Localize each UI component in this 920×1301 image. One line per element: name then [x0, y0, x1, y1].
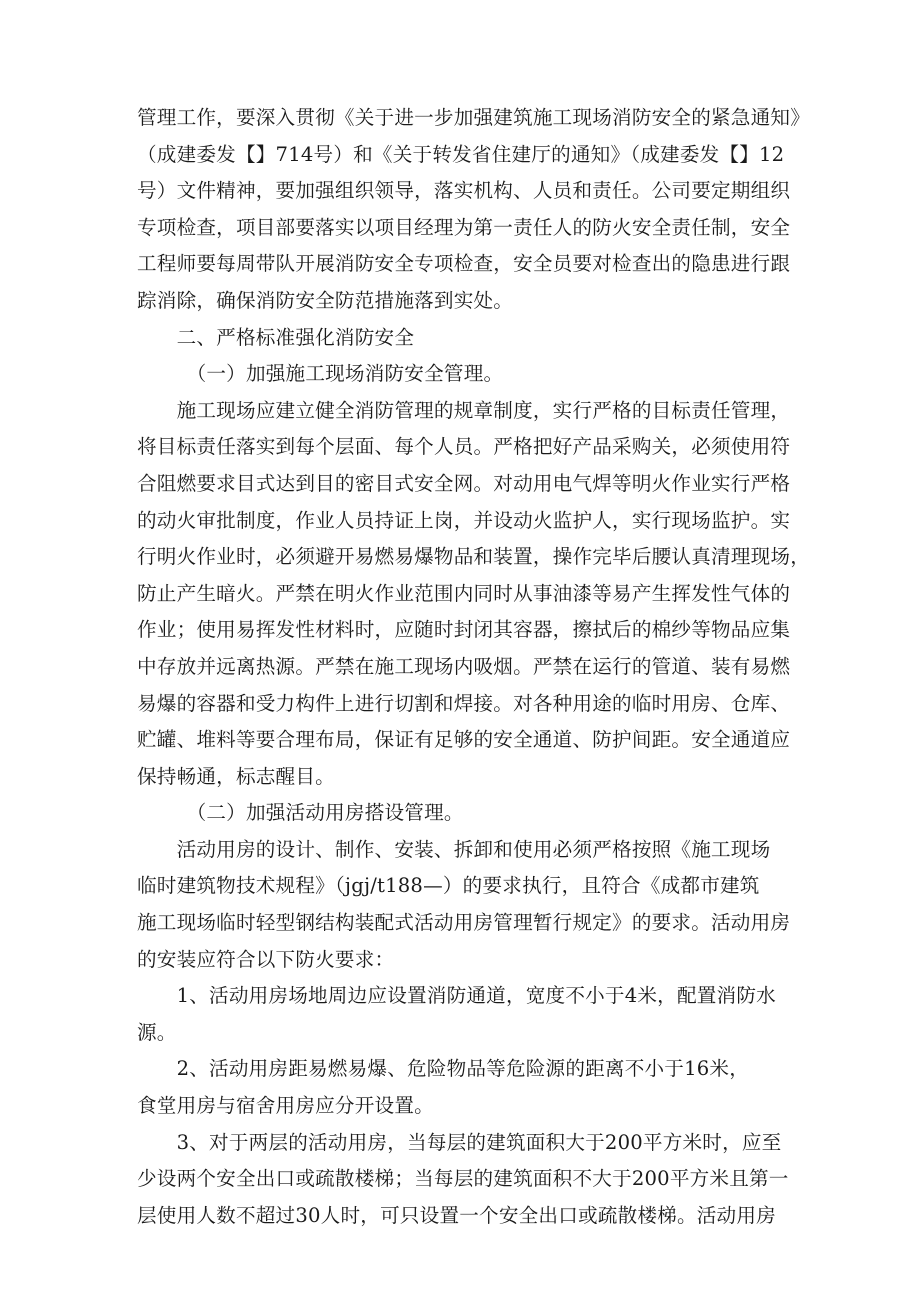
text-line-15: 作业；使用易挥发性材料时，应随时封闭其容器，擦拭后的棉纱等物品应集	[137, 618, 791, 642]
text-line-23: 施工现场临时轻型钢结构装配式活动用房管理暂行规定》的要求。活动用房	[137, 911, 791, 935]
text-line-24: 的安装应符合以下防火要求：	[137, 947, 395, 971]
list-item-3: 3、对于两层的活动用房，当每层的建筑面积大于200平方米时，应至	[137, 1130, 782, 1154]
list-item-1-cont: 源。	[137, 1020, 177, 1044]
text-line-16: 中存放并远离热源。严禁在施工现场内吸烟。严禁在运行的管道、装有易燃	[137, 654, 791, 678]
list-item-2: 2、活动用房距易燃易爆、危险物品等危险源的距离不小于16米，	[137, 1057, 750, 1081]
text-line-6: 踪消除，确保消防安全防范措施落到实处。	[137, 288, 514, 312]
text-line-14: 防止产生暗火。严禁在明火作业范围内同时从事油漆等易产生挥发性气体的	[137, 581, 791, 605]
text-line-11: 合阻燃要求目式达到目的密目式安全网。对动用电气焊等明火作业实行严格	[137, 471, 791, 495]
text-line-22: 临时建筑物技术规程》（jgj/t188—）的要求执行，且符合《成都市建筑	[137, 874, 760, 898]
text-line-9: 施工现场应建立健全消防管理的规章制度，实行严格的目标责任管理，	[137, 398, 791, 422]
text-line-17: 易爆的容器和受力构件上进行切割和焊接。对各种用途的临时用房、仓库、	[137, 691, 791, 715]
text-line-19: 保持畅通，标志醒目。	[137, 764, 335, 788]
text-line-3: 号）文件精神，要加强组织领导，落实机构、人员和责任。公司要定期组织	[137, 179, 791, 203]
body-text	[137, 100, 810, 1234]
text-line-2: （成建委发【】714号）和《关于转发省住建厅的通知》（成建委发【】12	[137, 142, 785, 166]
text-line-21: 活动用房的设计、制作、安装、拆卸和使用必须严格按照《施工现场	[137, 837, 771, 861]
list-item-3-cont-2: 层使用人数不超过30人时，可只设置一个安全出口或疏散楼梯。活动用房	[137, 1203, 776, 1227]
list-item-3-cont-1: 少设两个安全出口或疏散楼梯；当每层的建筑面积不大于200平方米且第一	[137, 1167, 789, 1191]
text-line-4: 专项检查，项目部要落实以项目经理为第一责任人的防火安全责任制，安全	[137, 215, 791, 239]
text-line-1: 管理工作，要深入贯彻《关于进一步加强建筑施工现场消防安全的紧急通知》	[137, 106, 810, 129]
text-line-13: 行明火作业时，必须避开易燃易爆物品和装置，操作完毕后腰认真清理现场，	[137, 545, 810, 569]
text-line-12: 的动火审批制度，作业人员持证上岗，并设动火监护人，实行现场监护。实	[137, 508, 791, 532]
section-heading-2: 二、严格标准强化消防安全	[137, 325, 415, 349]
text-line-10: 将目标责任落实到每个层面、每个人员。严格把好产品采购关，必须使用符	[137, 435, 791, 459]
text-line-5: 工程师要每周带队开展消防安全专项检查，安全员要对检查出的隐患进行跟	[137, 252, 791, 276]
list-item-1: 1、活动用房场地周边应设置消防通道，宽度不小于4米，配置消防水	[137, 984, 776, 1008]
list-item-2-cont: 食堂用房与宿舍用房应分开设置。	[137, 1094, 434, 1118]
subsection-heading-2: （二）加强活动用房搭设管理。	[137, 801, 464, 825]
subsection-heading-1: （一）加强施工现场消防安全管理。	[137, 362, 504, 386]
text-line-18: 贮罐、堆料等要合理布局，保证有足够的安全通道、防护间距。安全通道应	[137, 728, 791, 752]
